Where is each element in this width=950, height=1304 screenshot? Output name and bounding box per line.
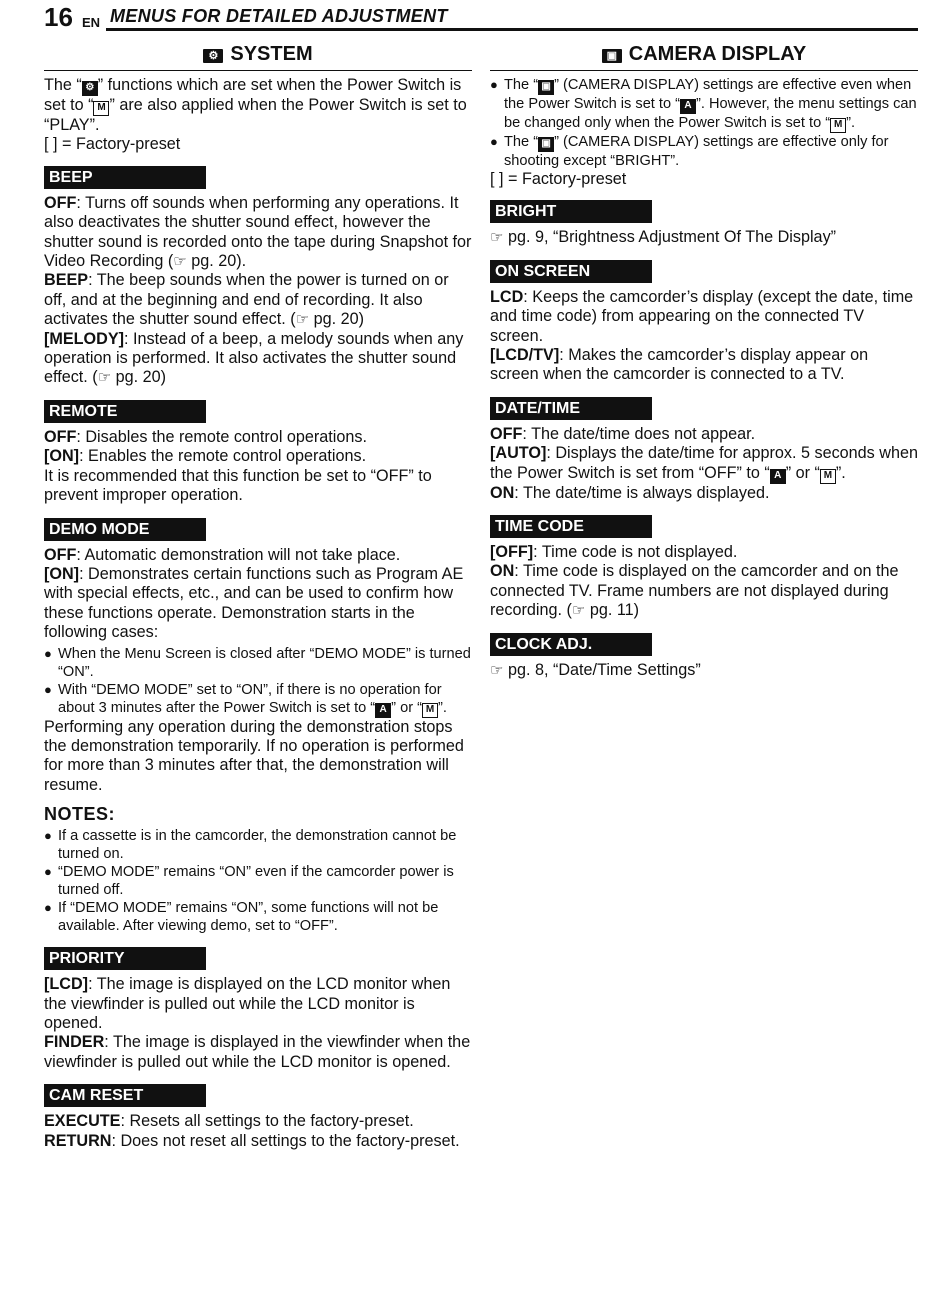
bullet-icon: ● (44, 681, 52, 697)
remote-on-text: [ON]: Enables the remote control operations. (44, 447, 367, 466)
bullet-icon: ● (490, 134, 498, 149)
list-item: ● With “DEMO MODE” set to “ON”, if there is no operation for about 3 minutes after the Power Switch is set to “ A ” or “ M ”. (44, 681, 447, 716)
clock-adj-ref: ☞ pg. 8, “Date/Time Settings” (490, 660, 701, 679)
demo-on-text: [ON]: Demonstrates certain functions such as Program AE with special effects, etc., and can be used to confirm how these functions operate. Demonstration starts in the following cases: (44, 564, 464, 642)
page-header (44, 4, 918, 32)
system-icon: ⚙ (82, 81, 98, 96)
priority-lcd-text: [LCD]: The image is displayed on the LCD monitor when the viewfinder is pulled out while the LCD monitor is opened. (44, 975, 451, 1032)
time-code-off-text: [OFF]: Time code is not displayed. (490, 543, 738, 562)
list-item: ● When the Menu Screen is closed after “DEMO MODE” is turned “ON”. (44, 645, 471, 680)
bright-label: BRIGHT (490, 200, 652, 223)
on-screen-lcd-text: LCD: Keeps the camcorder’s display (except the date, time and time code) from appearing on the connected TV screen. (490, 287, 914, 345)
auto-mode-icon: A (770, 469, 786, 484)
camera-display-icon: ▣ (538, 137, 554, 152)
remote-off-text: OFF: Disables the remote control operations. (44, 427, 367, 446)
reference-icon: ☞ (571, 602, 586, 620)
system-icon: ⚙ (203, 49, 223, 63)
camera-display-bullets (490, 76, 918, 170)
manual-mode-icon: M (93, 101, 109, 116)
camera-display-heading (490, 40, 918, 71)
beep-off-text: OFF: Turns off sounds when performing any operations. It also deactivates the shutter sound effect, however the shutter sound is recorded onto the tape during Snapshot for Video Recording (☞ pg. 20). (44, 193, 472, 271)
clock-adj-label: CLOCK ADJ. (490, 633, 652, 656)
reference-icon: ☞ (295, 311, 310, 329)
language-code: EN (82, 15, 101, 30)
on-screen-label: ON SCREEN (490, 260, 652, 283)
manual-mode-icon: M (830, 118, 846, 133)
list-item: ● If a cassette is in the camcorder, the demonstration cannot be turned on. (44, 828, 457, 863)
header-rule (106, 28, 918, 31)
date-time-label: DATE/TIME (490, 397, 652, 420)
manual-mode-icon: M (820, 469, 836, 484)
system-heading (44, 40, 472, 71)
beep-label: BEEP (44, 166, 206, 189)
priority-label: PRIORITY (44, 947, 206, 970)
notes-list (44, 827, 472, 935)
system-intro: The “ ⚙ ” functions which are set when the Power Switch is set to “ M ” are also applied when the Power Switch is set to “PLAY”. (44, 76, 467, 134)
right-column (490, 40, 918, 680)
manual-mode-icon: M (422, 703, 438, 718)
date-time-off-text: OFF: The date/time does not appear. (490, 424, 756, 443)
list-item: ● The “ ▣ ” (CAMERA DISPLAY) settings are effective even when the Power Switch is set to “ A ”. However, the menu settings can be changed only when the Power Switch is set to “ M ”. (490, 77, 917, 131)
reference-icon: ☞ (97, 369, 112, 387)
list-item: ● If “DEMO MODE” remains “ON”, some functions will not be available. After viewing demo, set to “OFF”. (44, 900, 439, 935)
bullet-icon: ● (44, 828, 52, 844)
demo-mode-label: DEMO MODE (44, 518, 206, 541)
page-title: MENUS FOR DETAILED ADJUSTMENT (110, 6, 448, 26)
system-heading-label: SYSTEM (230, 43, 313, 65)
list-item: ● “DEMO MODE” remains “ON” even if the camcorder power is turned off. (44, 864, 454, 899)
reference-icon: ☞ (490, 229, 504, 247)
bullet-icon: ● (490, 77, 498, 92)
auto-mode-icon: A (375, 703, 391, 718)
date-time-auto-text: [AUTO]: Displays the date/time for approx. 5 seconds when the Power Switch is set from “OFF” to “ A ” or “ M ”. (490, 444, 918, 482)
cam-reset-return-text: RETURN: Does not reset all settings to the factory-preset. (44, 1131, 460, 1150)
reference-icon: ☞ (173, 253, 187, 271)
factory-preset-legend: [ ] = Factory-preset (44, 135, 181, 154)
factory-preset-legend: [ ] = Factory-preset (490, 170, 627, 188)
cam-reset-label: CAM RESET (44, 1084, 206, 1107)
reference-icon: ☞ (490, 661, 504, 679)
demo-bullets (44, 645, 472, 718)
camera-display-icon: ▣ (602, 49, 622, 63)
bright-ref: ☞ pg. 9, “Brightness Adjustment Of The Display” (490, 228, 837, 247)
left-column (44, 40, 472, 1151)
cam-reset-execute-text: EXECUTE: Resets all settings to the factory-preset. (44, 1112, 414, 1131)
bullet-icon: ● (44, 864, 52, 880)
bullet-icon: ● (44, 645, 52, 661)
demo-after-text: Performing any operation during the demonstration stops the demonstration temporarily. If no operation is performed for more than 3 minutes after that, the demonstration will resume. (44, 717, 464, 794)
bullet-icon: ● (44, 900, 52, 916)
notes-heading: NOTES: (44, 804, 116, 825)
camera-display-icon: ▣ (538, 80, 554, 95)
demo-off-text: OFF: Automatic demonstration will not take place. (44, 545, 401, 564)
beep-beep-text: BEEP: The beep sounds when the power is turned on or off, and at the beginning and end of recording. It also activates the shutter sound effect. (☞ pg. 20) (44, 271, 449, 329)
remote-note: It is recommended that this function be set to “OFF” to prevent improper operation. (44, 466, 432, 505)
time-code-label: TIME CODE (490, 515, 652, 538)
auto-mode-icon: A (680, 99, 696, 114)
priority-finder-text: FINDER: The image is displayed in the viewfinder when the viewfinder is pulled out while the LCD monitor is opened. (44, 1033, 471, 1071)
time-code-on-text: ON: Time code is displayed on the camcorder and on the connected TV. Frame numbers are not displayed during recording. (☞ pg. 11) (490, 562, 899, 620)
list-item: ● The “ ▣ ” (CAMERA DISPLAY) settings are effective only for shooting except “BRIGHT”. (490, 134, 889, 169)
camera-display-heading-label: CAMERA DISPLAY (628, 43, 807, 65)
remote-label: REMOTE (44, 400, 206, 423)
page-number: 16 (44, 2, 73, 32)
date-time-on-text: ON: The date/time is always displayed. (490, 483, 770, 502)
beep-melody-text: [MELODY]: Instead of a beep, a melody sounds when any operation is performed. It also activates the shutter sound effect. (☞ pg. 20) (44, 329, 464, 387)
on-screen-lcdtv-text: [LCD/TV]: Makes the camcorder’s display appear on screen when the camcorder is connected to a TV. (490, 346, 869, 384)
